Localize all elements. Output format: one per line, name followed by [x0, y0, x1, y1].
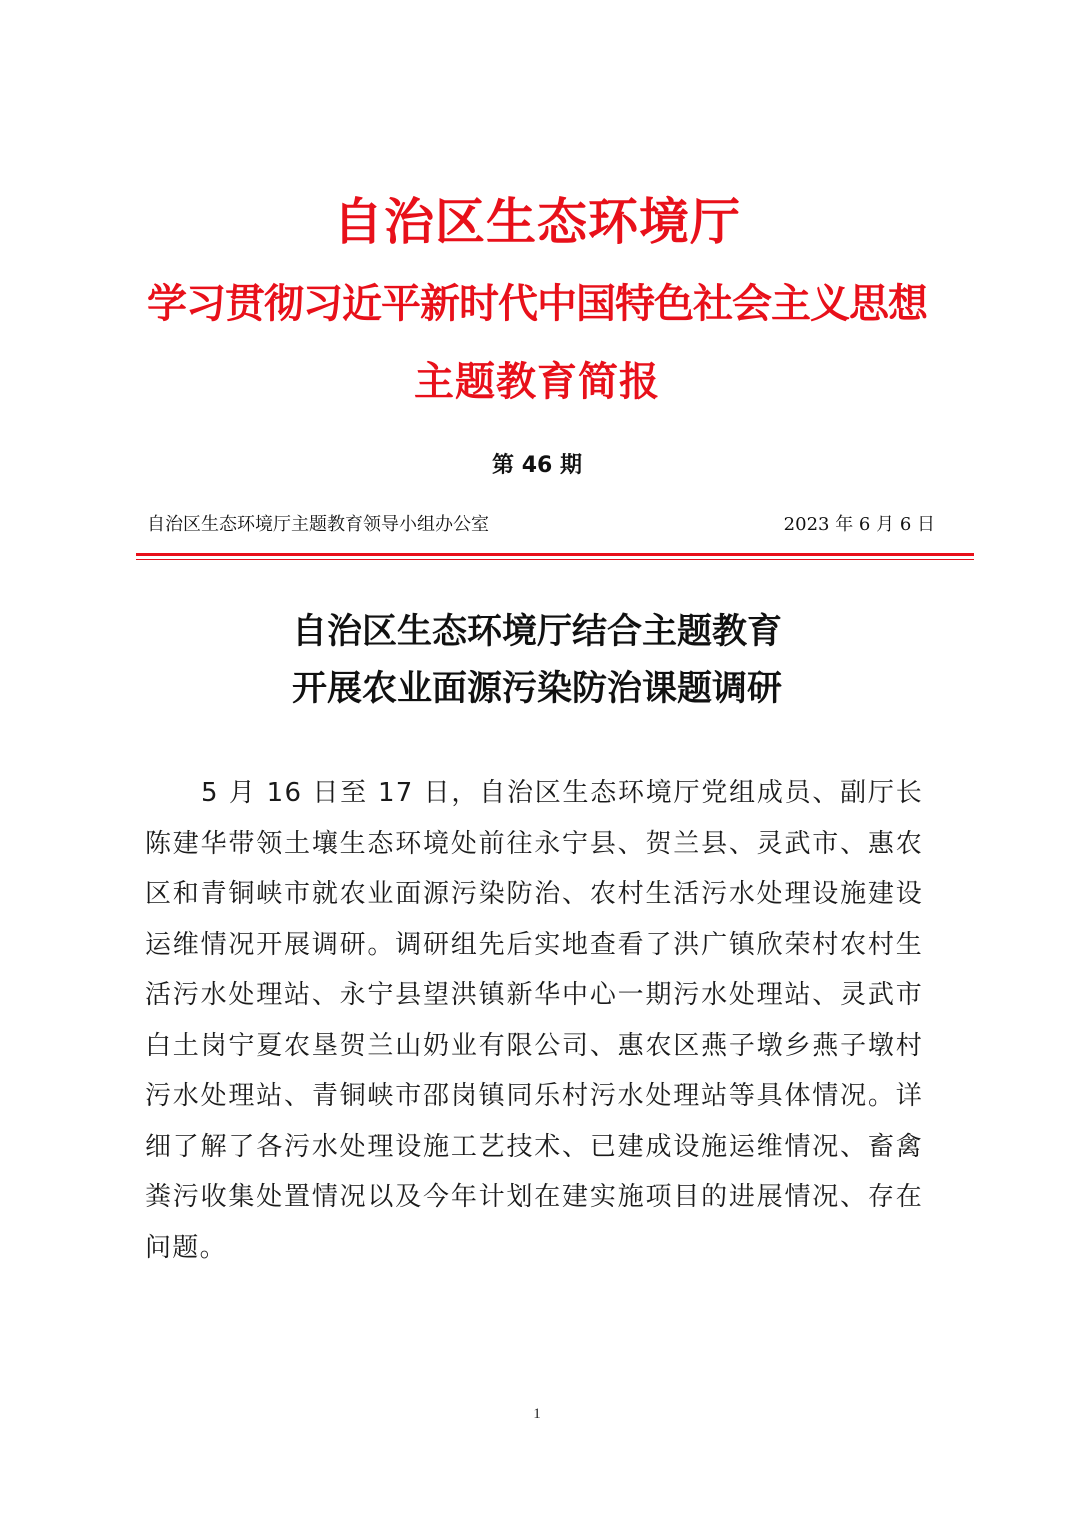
red-divider-thin	[136, 559, 974, 560]
masthead-org-title: 自治区生态环境厅	[333, 192, 741, 251]
page-number: 1	[533, 1406, 541, 1422]
issue-date: 2023 年 6 月 6 日	[783, 514, 935, 535]
issue-number: 第 46 期	[492, 453, 582, 478]
issuing-office: 自治区生态环境厅主题教育领导小组办公室	[147, 514, 489, 535]
red-divider-thick	[136, 553, 974, 556]
article-body-paragraph: 5 月 16 日至 17 日，自治区生态环境厅党组成员、副厅长陈建华带领土壤生态环境处前往永宁县、贺兰县、灵武市、惠农区和青铜峡市就农业面源污染防治、农村生活污水处理设施建设运维情况开展调研。调研组先后实地查看了洪广镇欣荣村农村生活污水处理站、永宁县望洪镇新华中心一期污水处理站、灵武市白土岗宁夏农垦贺兰山奶业有限公司、惠农区燕子墩乡燕子墩村污水处理站、青铜峡市邵岗镇同乐村污水处理站等具体情况。详细了解了各污水处理设施工艺技术、已建成设施运维情况、畜禽粪污收集处置情况以及今年计划在建实施项目的进展情况、存在问题。	[145, 778, 923, 1263]
article-title-line-1: 自治区生态环境厅结合主题教育	[291, 611, 782, 652]
article-title-line-2: 开展农业面源污染防治课题调研	[291, 668, 782, 709]
masthead-bulletin-title: 主题教育简报	[414, 358, 660, 405]
masthead-theme-title: 学习贯彻习近平新时代中国特色社会主义思想	[147, 280, 927, 327]
